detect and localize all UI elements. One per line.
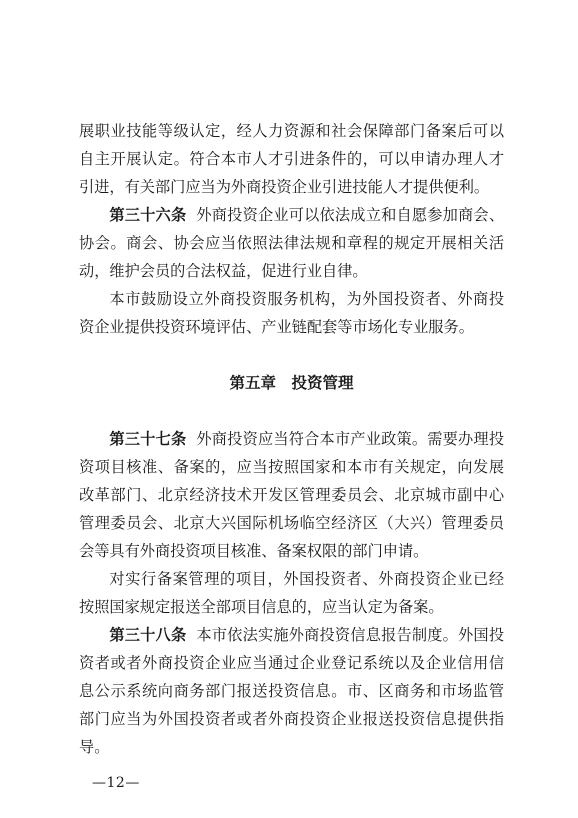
paragraph-text: 外商投资应当符合本市产业政策。需要办理投资项目核准、备案的，应当按照国家和本市有关规定，向发展改革部门、北京经济技术开发区管理委员会、北京城市副中心管理委员会、北京大兴国际机场临空经济区（大兴）管理委员会等具有外商投资项目核准、备案权限的部门申请。 — [79, 430, 505, 560]
paragraph — [79, 285, 504, 341]
paragraph — [79, 621, 504, 761]
chapter-number: 第五章 — [229, 374, 276, 392]
paragraph-text: 本市鼓励设立外商投资服务机构，为外国投资者、外商投资企业提供投资环境评估、产业链配套等市场化专业服务。 — [79, 290, 504, 336]
paragraph-text: 本市依法实施外商投资信息报告制度。外国投资者或者外商投资企业应当通过企业登记系统以及企业信用信息公示系统向商务部门报送投资信息。市、区商务和市场监管部门应当为外国投资者或者外商投资企业报送投资信息提供指导。 — [79, 626, 505, 756]
page-body — [79, 117, 504, 761]
article-heading: 第三十八条 — [109, 626, 187, 644]
paragraph-text: 展职业技能等级认定，经人力资源和社会保障部门备案后可以自主开展认定。符合本市人才引进条件的，可以申请办理人才引进，有关部门应当为外商投资企业引进技能人才提供便利。 — [79, 122, 504, 196]
article-heading: 第三十六条 — [109, 206, 187, 224]
paragraph-text: 对实行备案管理的项目，外国投资者、外商投资企业已经按照国家规定报送全部项目信息的，应当认定为备案。 — [79, 570, 504, 616]
paragraph — [79, 565, 504, 621]
article-heading: 第三十七条 — [109, 430, 187, 448]
chapter-title: 投资管理 — [291, 374, 354, 392]
paragraph — [79, 425, 504, 565]
page-number: —12— — [92, 775, 140, 791]
paragraph-text: 外商投资企业可以依法成立和自愿参加商会、协会。商会、协会应当依照法律法规和章程的规定开展相关活动，维护会员的合法权益，促进行业自律。 — [79, 206, 505, 280]
chapter-heading — [79, 368, 504, 398]
paragraph — [79, 117, 504, 201]
paragraph — [79, 201, 504, 285]
